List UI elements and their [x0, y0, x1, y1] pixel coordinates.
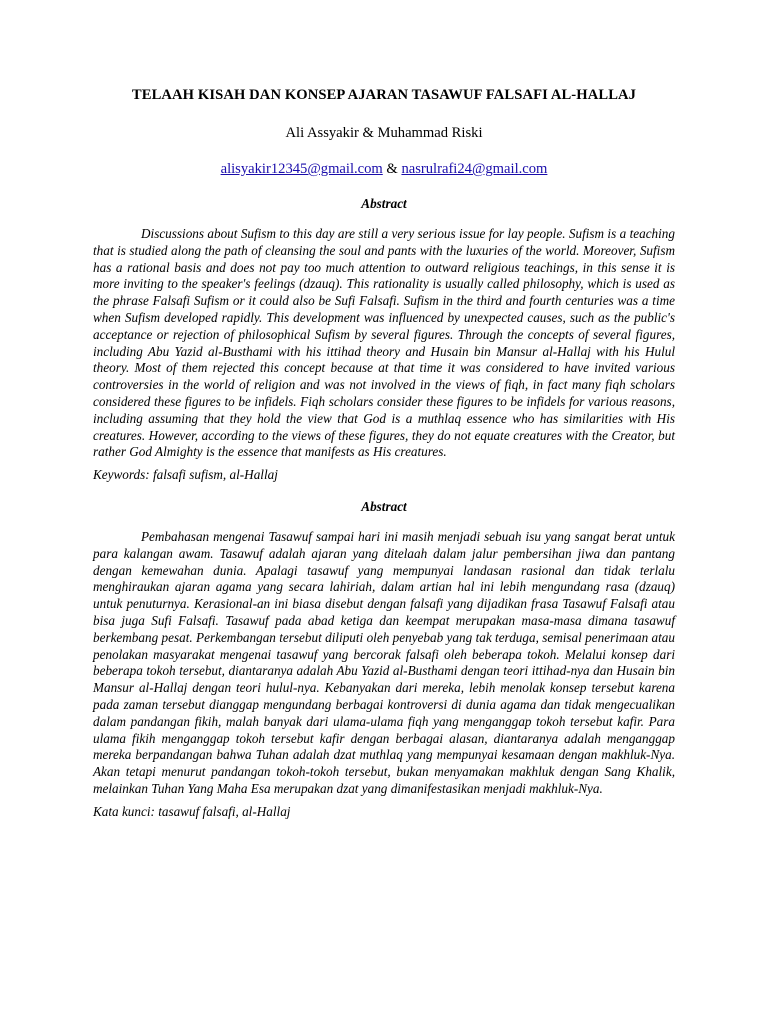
author-emails: [93, 160, 675, 178]
abstract-heading-english: Abstract: [361, 196, 407, 211]
paper-page: [93, 86, 675, 821]
keywords-english: Keywords: falsafi sufism, al-Hallaj: [93, 467, 278, 483]
abstract-body-english: Discussions about Sufism to this day are still a very serious issue for lay people. Sufism is a teaching that is studied along the path of cleansing the soul and pants with the luxuries of the world. Moreover, Sufism has a rational basis and does not pay too much attention to outward religious teachings, in this sense it is more inviting to the speaker's feelings (dzauq). This rationality is usually called philosophy, which is used as the phrase Falsafi Sufism or it could also be Sufi Falsafi. Sufism in the third and fourth centuries was a time when Sufism developed rapidly. This development was influenced by unexpected causes, such as the public's acceptance or rejection of philosophical Sufism by several figures. Through the concepts of several figures, including Abu Yazid al-Busthami with his ittihad theory and Husain bin Mansur al-Hallaj with his Hulul theory. Most of them rejected this concept because at that time it was considered to have invited various controversies in the world of religion and was not involved in the views of fiqh, in fact many fiqh scholars considered these figures to be infidels. Fiqh scholars consider these figures to be infidels for various reasons, including assuming that they hold the view that God is a muthlaq essence who has similarities with His creatures. However, according to the views of these figures, they do not equate creatures with the Creator, but rather God Almighty is the essence that manifests as His creatures.: [93, 226, 675, 460]
abstract-body-indonesian: Pembahasan mengenai Tasawuf sampai hari ini masih menjadi sebuah isu yang sangat berat untuk para kalangan awam. Tasawuf adalah ajaran yang ditelaah dalam jalur pembersihan jiwa dan pantang dengan kemewahan dunia. Apalagi tasawuf yang mempunyai landasan rasional dan tidak terlalu menghiraukan ajaran agama yang secara lahiriah, dalam artian hal ini lebih mengundang rasa (dzauq) untuk penuturnya. Kerasional-an ini biasa disebut dengan falsafi yang dijadikan frasa Tasawuf Falsafi atau bisa juga Sufi Falsafi. Tasawuf pada abad ketiga dan keempat merupakan masa-masa dimana tasawuf berkembang pesat. Perkembangan tersebut diliputi oleh penyebab yang tak terduga, semisal penerimaan atau penolakan masyarakat mengenai tasawuf yang bercorak falsafi oleh beberapa tokoh. Melalui konsep dari beberapa tokoh tersebut, diantaranya adalah Abu Yazid al-Busthami dengan teori ittihad-nya dan Husain bin Mansur al-Hallaj dengan teori hulul-nya. Kebanyakan dari mereka, lebih menolak konsep tersebut karena pada zaman tersebut dianggap mengundang berbagai kontroversi di dunia agama dan tidak mengecualikan dalam pandangan fikih, malah banyak dari ulama-ulama fiqh yang menganggap tokoh tersebut kafir. Para ulama fikih menganggap tokoh tersebut kafir dengan berbagai alasan, diantaranya adalah menganggap mereka berpandangan bahwa Tuhan adalah dzat muthlaq yang mempunyai kesamaan dengan makhluk-Nya. Akan tetapi menurut pandangan tokoh-tokoh tersebut, bukan menyamakan makhluk dengan Sang Khalik, melainkan Tuhan Yang Maha Esa merupakan dzat yang dimanifestasikan menjadi makhluk-Nya.: [93, 528, 675, 796]
paper-title: TELAAH KISAH DAN KONSEP AJARAN TASAWUF FALSAFI AL-HALLAJ: [131, 87, 637, 103]
email-link-2[interactable]: nasrulrafi24@gmail.com: [401, 161, 548, 177]
email-link-1[interactable]: alisyakir12345@gmail.com: [220, 161, 383, 177]
email-separator: &: [382, 161, 402, 177]
paper-authors: Ali Assyakir & Muhammad Riski: [285, 125, 483, 141]
keywords-indonesian: Kata kunci: tasawuf falsafi, al-Hallaj: [93, 803, 291, 819]
abstract-heading-indonesian: Abstract: [361, 498, 407, 514]
